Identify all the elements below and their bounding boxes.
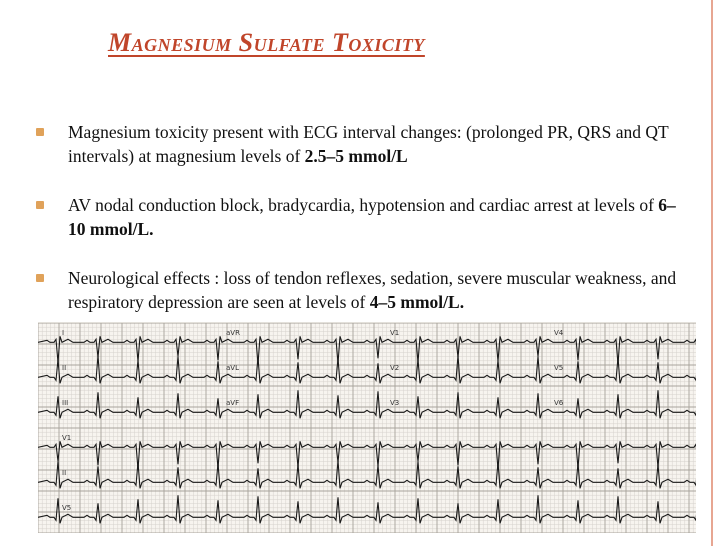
square-bullet-icon [36,201,44,209]
decorative-right-rule [711,0,713,546]
bullet-item-av-block [68,193,688,241]
ecg-lead-label: II [62,469,67,477]
ecg-lead-label: III [62,399,69,407]
ecg-lead-label: V2 [390,364,400,372]
ecg-lead-label: V6 [554,399,564,407]
bullet-level: 2.5–5 mmol/L [304,146,408,166]
square-bullet-icon [36,128,44,136]
ecg-grid [38,323,696,533]
bullet-item-neurological [68,266,688,314]
ecg-lead-label: aVL [226,364,239,372]
slide-title: Magnesium Sulfate Toxicity [108,28,425,57]
ecg-lead-label: II [62,364,67,372]
ecg-lead-label: V1 [390,329,400,337]
bullet-level: 4–5 mmol/L. [369,292,465,312]
bullet-item-ecg-interval [68,120,688,168]
ecg-lead-label: V3 [390,399,400,407]
ecg-lead-label: V1 [62,434,72,442]
ecg-lead-label: V5 [62,504,72,512]
bullet-text: Neurological effects : loss of tendon reflexes, sedation, severe muscular weakness, and respiratory depression are seen at levels of [68,268,677,312]
ecg-lead-label: aVR [226,329,240,337]
ecg-lead-label: aVF [226,399,240,407]
bullet-text: Magnesium toxicity present with ECG interval changes: (prolonged PR, QRS and QT intervals) at magnesium levels of [68,122,669,166]
square-bullet-icon [36,274,44,282]
ecg-lead-label: I [62,329,65,337]
ecg-tracing [38,323,696,533]
bullet-level: 6–10 mmol/L. [68,195,676,239]
ecg-lead-label: V5 [554,364,564,372]
ecg-strip-image [38,322,696,533]
bullet-text: AV nodal conduction block, bradycardia, hypotension and cardiac arrest at levels of [68,195,659,215]
ecg-lead-label: V4 [554,329,564,337]
